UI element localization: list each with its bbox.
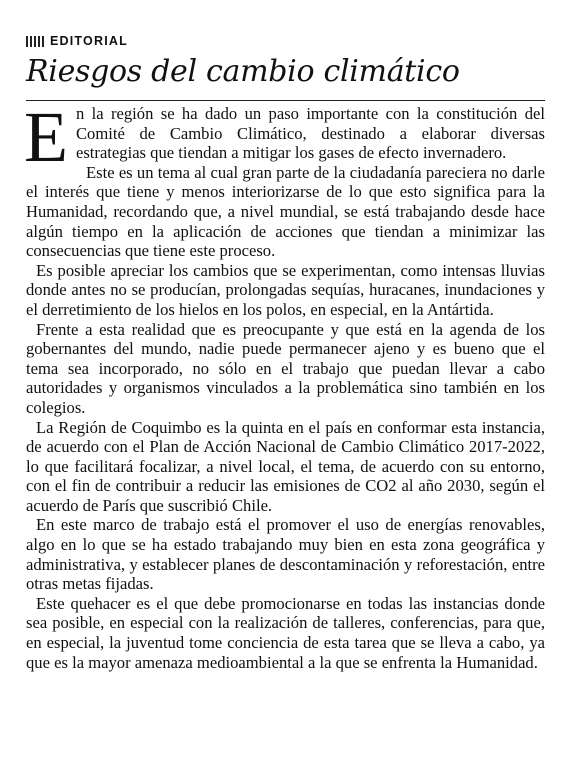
- drop-cap: E: [24, 97, 68, 177]
- headline: Riesgos del cambio climático: [26, 54, 460, 89]
- paragraph-2: Este es un tema al cual gran parte de la ciudadanía pareciera no darle el interés que tiene y menos interiorizarse de lo que esto significa para la Humanidad, recordando que, a nivel mundial, se está trabajando desde hace algún tiempo en la aplicación de acciones que tiendan a minimizar las consecuencias que tiene este proceso.: [26, 162, 545, 261]
- paragraph-1-text: n la región se ha dado un paso importante con la constitución del Comité de Cambio Climático, destinado a elaborar diversas estrategias que tiendan a mitigar los gases de efecto invernadero.: [75, 104, 545, 163]
- paragraph-7: Este quehacer es el que debe promocionarse en todas las instancias donde sea posible, en especial con la realización de talleres, conferencias, para que, en especial, la juventud tome conciencia de esta tarea que se lleva a cabo, ya que es la mayor amenaza medioambiental a la que se enfrenta la Humanidad.: [26, 593, 545, 672]
- section-label: EDITORIAL: [50, 34, 128, 48]
- paragraph-1: [24, 97, 545, 177]
- section-bars-icon: [26, 36, 44, 47]
- paragraph-6: En este marco de trabajo está el promover el uso de energías renovables, algo en lo que se ha estado trabajando muy bien en esta zona geográfica y administrativa, y establecer planes de descontaminación y reforestación, entre otras metas fijadas.: [26, 515, 545, 594]
- section-header: [26, 34, 128, 48]
- headline-rule: [26, 100, 545, 101]
- paragraph-3: Es posible apreciar los cambios que se experimentan, como intensas lluvias donde antes no se producían, prolongadas sequías, huracanes, inundaciones y el derretimiento de los hielos en los polos, en especial, en la Antártida.: [26, 260, 545, 319]
- paragraph-4: Frente a esta realidad que es preocupante y que está en la agenda de los gobernantes del mundo, nadie puede permanecer ajeno y es bueno que el tema sea incorporado, no sólo en el trabajo que puedan llevar a cabo autoridades y organismos vinculados a la problemática sino también en los colegios.: [26, 319, 545, 417]
- paragraph-5: La Región de Coquimbo es la quinta en el país en conformar esta instancia, de acuerdo con el Plan de Acción Nacional de Cambio Climático 2017-2022, lo que facilitará focalizar, a nivel local, el tema, de acuerdo con su entorno, con el fin de contribuir a reducir las emisiones de CO2 al año 2030, según el acuerdo de París que suscribió Chile.: [26, 417, 545, 515]
- article-body: [24, 97, 545, 672]
